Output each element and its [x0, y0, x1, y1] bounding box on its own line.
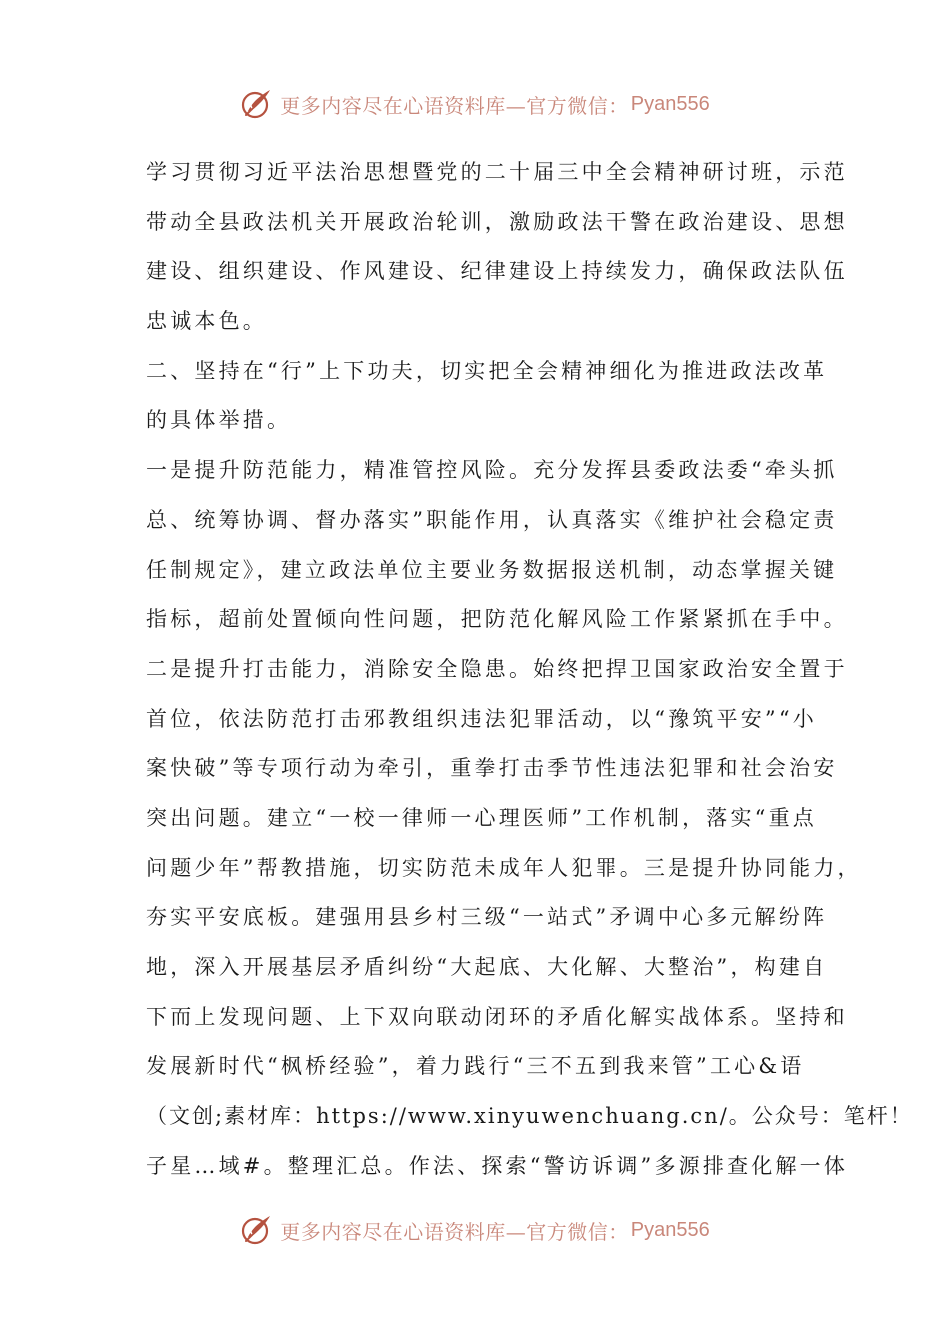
body-line: 子星…域#。整理汇总。作法、探索“警访诉调”多源排查化解一体 [146, 1153, 849, 1178]
body-line: 带动全县政法机关开展政治轮训，激励政法干警在政治建设、思想 [146, 209, 848, 234]
body-line: 任制规定》，建立政法单位主要业务数据报送机制，动态掌握关键 [146, 557, 838, 582]
body-line: 地，深入开展基层矛盾纠纷“大起底、大化解、大整治”，构建自 [146, 955, 828, 979]
body-line: 一是提升防范能力，精准管控风险。充分发挥县委政法委“牵头抓 [146, 458, 838, 483]
body-line: 建设、组织建设、作风建设、纪律建设上持续发力，确保政法队伍 [146, 259, 848, 284]
body-line: 下而上发现问题、上下双向联动闭环的矛盾化解实战体系。坚持和 [146, 1004, 848, 1029]
body-line: 学习贯彻习近平法治思想暨党的二十届三中全会精神研讨班，示范 [146, 160, 848, 184]
body-line: 突出问题。建立“一校一律师一心理医师”工作机制，落实“重点 [146, 805, 818, 830]
body-line: 发展新时代“枫桥经验”，着力践行“三不五到我来管”工心&语 [146, 1054, 805, 1079]
body-line: 案快破”等专项行动为牵引，重拳打击季节性违法犯罪和社会治安 [146, 756, 838, 781]
body-line: 夯实平安底板。建强用县乡村三级“一站式”矛调中心多元解纷阵 [146, 905, 828, 930]
banner-slogan: 更多内容尽在心语资料库—官方微信： [280, 93, 629, 118]
footer-banner [0, 1208, 950, 1252]
section-heading-line: 的具体举措。 [146, 408, 292, 433]
body-line: 忠诚本色。 [146, 309, 267, 334]
quill-pen-seal-icon [240, 87, 274, 121]
banner-wechat-id: Pyan556 [630, 1218, 710, 1241]
header-banner [0, 82, 950, 126]
section-heading-line: 二、坚持在“行”上下功夫，切实把全会精神细化为推进政法改革 [146, 358, 828, 383]
banner-slogan: 更多内容尽在心语资料库—官方微信： [280, 1219, 629, 1244]
body-line: 首位，依法防范打击邪教组织违法犯罪活动，以“豫筑平安”“小 [146, 706, 818, 731]
body-line: 问题少年”帮教措施，切实防范未成年人犯罪。三是提升协同能力， [146, 855, 862, 880]
banner-wechat-id: Pyan556 [630, 92, 710, 115]
body-line-with-url: （文创;素材库：https://www.xinyuwenchuang.cn/。公众号：笔杆！ [146, 1104, 913, 1129]
body-line: 总、统筹协调、督办落实”职能作用，认真落实《维护社会稳定责 [146, 507, 838, 532]
body-line: 二是提升打击能力，消除安全隐患。始终把捍卫国家政治安全置于 [146, 656, 848, 681]
body-line: 指标，超前处置倾向性问题，把防范化解风险工作紧紧抓在手中。 [146, 607, 848, 632]
quill-pen-seal-icon [240, 1213, 274, 1247]
document-body [146, 148, 913, 1191]
